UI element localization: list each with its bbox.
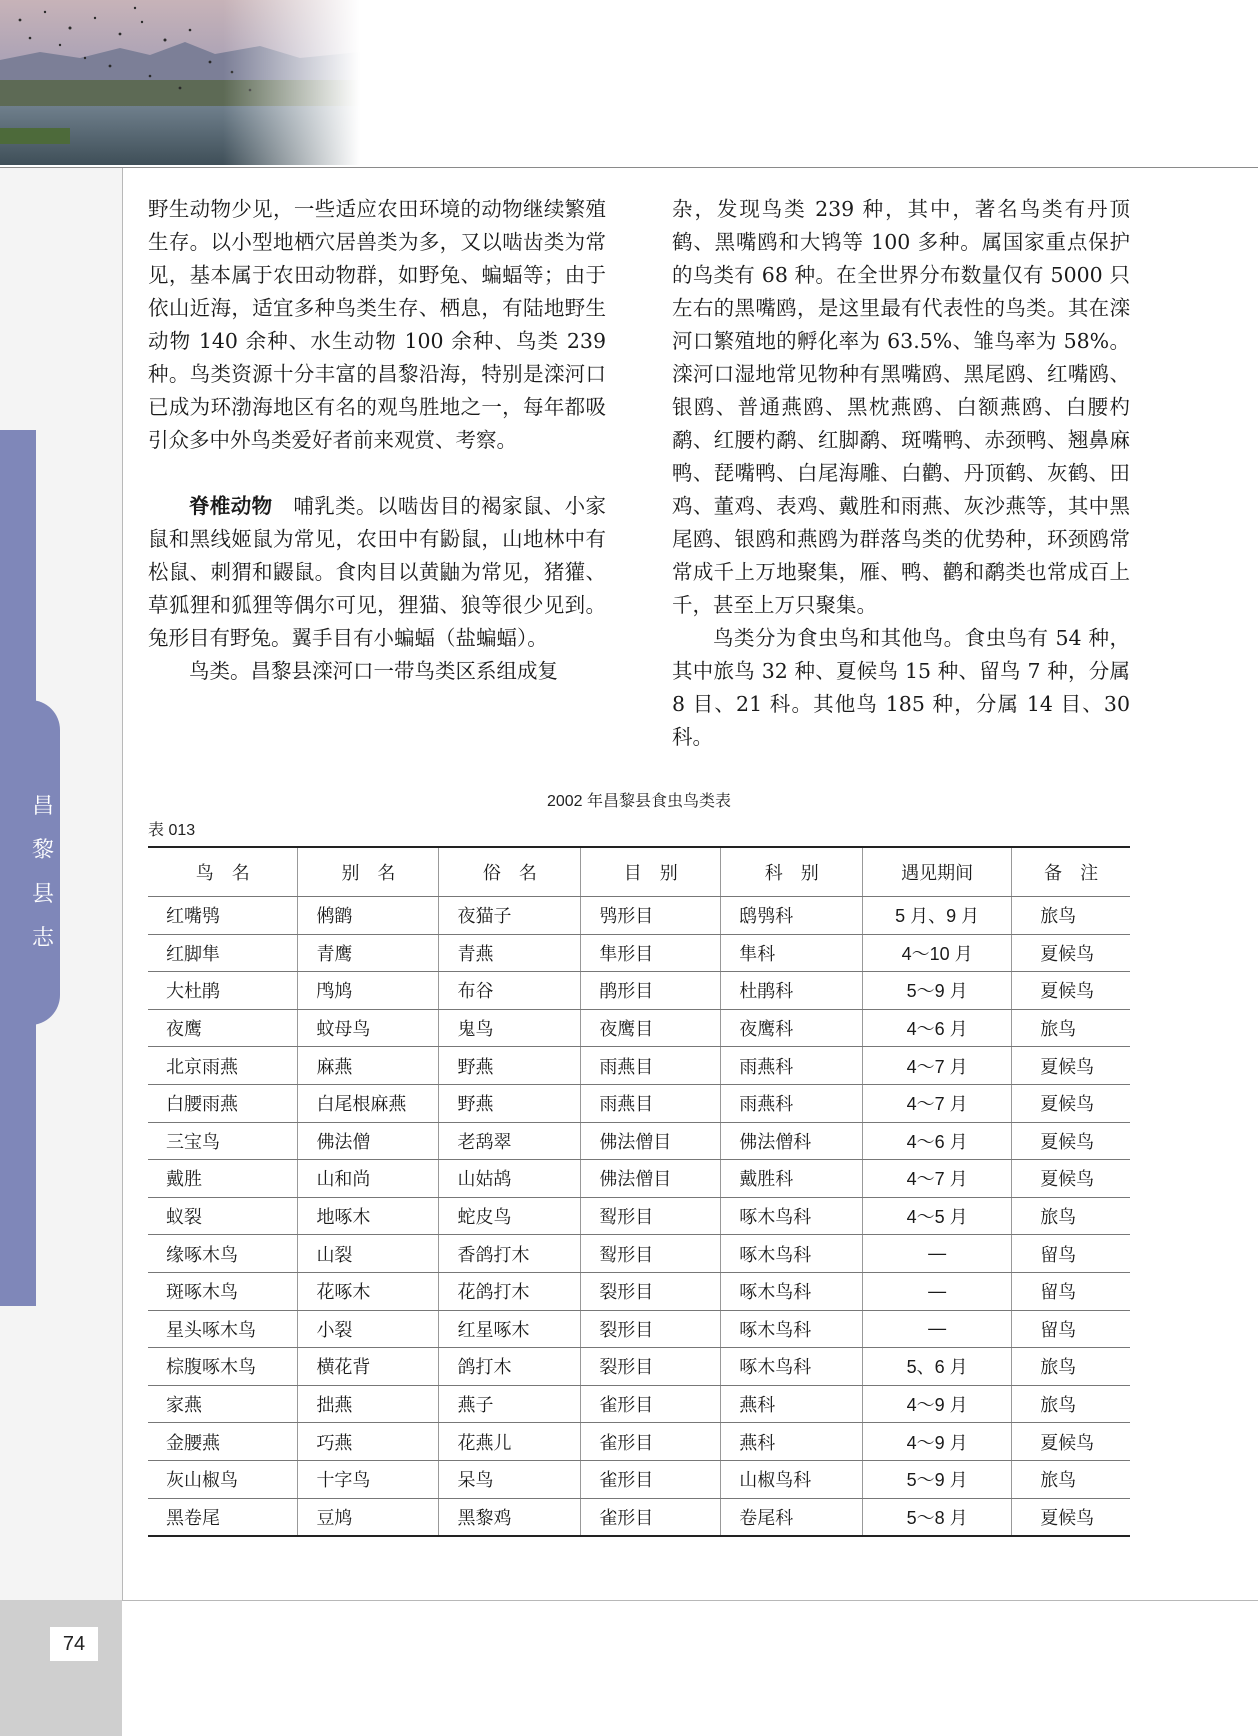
table-cell: —: [863, 1272, 1012, 1310]
table-cell: 老鸹翠: [439, 1122, 581, 1160]
side-title-char: 黎: [31, 838, 54, 863]
table-cell: 4～10 月: [863, 934, 1012, 972]
table-cell: 黑黎鸡: [439, 1498, 581, 1536]
table-cell: 黑卷尾: [148, 1498, 298, 1536]
table-cell: 佛法僧目: [581, 1160, 721, 1198]
table-cell: 裂形目: [581, 1272, 721, 1310]
table-cell: 夜鹰科: [721, 1009, 863, 1047]
table-cell: 雀形目: [581, 1498, 721, 1536]
table-row: [148, 1235, 1130, 1273]
table-row: [148, 897, 1130, 935]
table-cell: 鹃形目: [581, 972, 721, 1010]
table-cell: 5～9 月: [863, 1460, 1012, 1498]
table-cell: 5～8 月: [863, 1498, 1012, 1536]
table-cell: 拙燕: [298, 1385, 439, 1423]
table-row: [148, 1423, 1130, 1461]
table-cell: 佛法僧目: [581, 1122, 721, 1160]
table-cell: 白腰雨燕: [148, 1084, 298, 1122]
table-cell: 隼科: [721, 934, 863, 972]
table-cell: 夜猫子: [439, 897, 581, 935]
table-cell: 旅鸟: [1012, 897, 1130, 935]
table-cell: 花鸽打木: [439, 1272, 581, 1310]
table-cell: 4～7 月: [863, 1160, 1012, 1198]
table-cell: 呆鸟: [439, 1460, 581, 1498]
table-row: [148, 1310, 1130, 1348]
paragraph: 杂，发现鸟类 239 种，其中，著名鸟类有丹顶鹤、黑嘴鸥和大鸨等 100 多种。属国家重点保护的鸟类有 68 种。在全世界分布数量仅有 5000 只左右的黑嘴鸥，是这里最有代表性的鸟类。其在滦河口繁殖地的孵化率为 63.5%、雏鸟率为 58%。滦河口湿地常见物种有黑嘴鸥、黑尾鸥、红嘴鸥、银鸥、普通燕鸥、黑枕燕鸥、白额燕鸥、白腰杓鹬、红腰杓鹬、红脚鹬、斑嘴鸭、赤颈鸭、翘鼻麻鸭、琵嘴鸭、白尾海雕、白鹳、丹顶鹤、灰鹤、田鸡、董鸡、表鸡、戴胜和雨燕、灰沙燕等，其中黑尾鸥、银鸥和燕鸥为群落鸟类的优势种，环颈鸥常常成千上万地聚集，雁、鸭、鹳和鹬类也常成百上千，甚至上万只聚集。: [672, 197, 1130, 617]
table-row: [148, 1197, 1130, 1235]
table-cell: 留鸟: [1012, 1235, 1130, 1273]
table-cell: 麻燕: [298, 1047, 439, 1085]
table-cell: 雀形目: [581, 1460, 721, 1498]
table-cell: 缘啄木鸟: [148, 1235, 298, 1273]
table-cell: 山裂: [298, 1235, 439, 1273]
table-cell: 旅鸟: [1012, 1460, 1130, 1498]
column-header: 目 别: [581, 847, 721, 897]
table-cell: 山椒鸟科: [721, 1460, 863, 1498]
table-cell: 4～9 月: [863, 1423, 1012, 1461]
table-cell: 佛法僧科: [721, 1122, 863, 1160]
table-cell: 夏候鸟: [1012, 1498, 1130, 1536]
table-cell: 旅鸟: [1012, 1385, 1130, 1423]
table-cell: 雨燕科: [721, 1084, 863, 1122]
table-row: [148, 1084, 1130, 1122]
table-cell: 夜鹰: [148, 1009, 298, 1047]
table-cell: 旅鸟: [1012, 1009, 1130, 1047]
table-cell: 隼形目: [581, 934, 721, 972]
table-cell: 夏候鸟: [1012, 1122, 1130, 1160]
table-row: [148, 1272, 1130, 1310]
table-cell: 雀形目: [581, 1423, 721, 1461]
table-cell: 夏候鸟: [1012, 1423, 1130, 1461]
table-body: [148, 897, 1130, 1537]
wetland-photo: [0, 0, 360, 165]
table-cell: —: [863, 1310, 1012, 1348]
table-cell: 灰山椒鸟: [148, 1460, 298, 1498]
table-cell: 豆鸠: [298, 1498, 439, 1536]
table-row: [148, 1348, 1130, 1386]
table-cell: 地啄木: [298, 1197, 439, 1235]
table-cell: 鸽打木: [439, 1348, 581, 1386]
table-cell: 佛法僧: [298, 1122, 439, 1160]
table-code: 表 013: [148, 822, 196, 839]
table-cell: 4～6 月: [863, 1009, 1012, 1047]
table-cell: 留鸟: [1012, 1272, 1130, 1310]
column-header: 俗 名: [439, 847, 581, 897]
table-cell: 䴕形目: [581, 1235, 721, 1273]
table-cell: 燕子: [439, 1385, 581, 1423]
table-cell: 4～9 月: [863, 1385, 1012, 1423]
left-text-column: [148, 193, 606, 688]
column-header: 鸟 名: [148, 847, 298, 897]
side-title-char: 昌: [31, 794, 54, 819]
table-cell: 䴕形目: [581, 1197, 721, 1235]
table-cell: 卷尾科: [721, 1498, 863, 1536]
table-cell: 啄木鸟科: [721, 1310, 863, 1348]
table-cell: 啄木鸟科: [721, 1272, 863, 1310]
table-cell: 燕科: [721, 1423, 863, 1461]
table-cell: 山姑鸪: [439, 1160, 581, 1198]
table-cell: 啄木鸟科: [721, 1197, 863, 1235]
paragraph-text: 哺乳类。以啮齿目的褐家鼠、小家鼠和黑线姬鼠为常见，农田中有鼢鼠，山地林中有松鼠、刺猬和鼹鼠。食肉目以黄鼬为常见，猪獾、草狐狸和狐狸等偶尔可见，狸猫、狼等很少见到。兔形目有野兔。翼手目有小蝙蝠（盐蝙蝠）。: [148, 494, 607, 650]
table-cell: 棕腹啄木鸟: [148, 1348, 298, 1386]
table-cell: 留鸟: [1012, 1310, 1130, 1348]
table-cell: 4～7 月: [863, 1047, 1012, 1085]
table-row: [148, 1160, 1130, 1198]
table-row: [148, 1047, 1130, 1085]
table-row: [148, 1009, 1130, 1047]
table-cell: 夏候鸟: [1012, 972, 1130, 1010]
header-divider: [0, 167, 1258, 168]
table-cell: 红星啄木: [439, 1310, 581, 1348]
table-row: [148, 972, 1130, 1010]
table-cell: 5、6 月: [863, 1348, 1012, 1386]
table-cell: 5～9 月: [863, 972, 1012, 1010]
footer-rule: [122, 1600, 1258, 1601]
table-cell: 鸮形目: [581, 897, 721, 935]
table-cell: 青燕: [439, 934, 581, 972]
table-cell: 山和尚: [298, 1160, 439, 1198]
table-cell: 雨燕目: [581, 1047, 721, 1085]
table-caption: 2002 年昌黎县食虫鸟类表: [546, 793, 732, 810]
table-cell: 夜鹰目: [581, 1009, 721, 1047]
table-cell: 夏候鸟: [1012, 1047, 1130, 1085]
footer-band: [0, 1600, 122, 1736]
table-cell: 斑啄木鸟: [148, 1272, 298, 1310]
side-title-char: 志: [31, 926, 54, 951]
column-header: 科 别: [721, 847, 863, 897]
table-cell: 5 月、9 月: [863, 897, 1012, 935]
table-cell: 鸱鸮科: [721, 897, 863, 935]
table-cell: 啄木鸟科: [721, 1235, 863, 1273]
table-cell: 红嘴鸮: [148, 897, 298, 935]
column-header: 遇见期间: [863, 847, 1012, 897]
table-cell: 鬼鸟: [439, 1009, 581, 1047]
table-cell: 星头啄木鸟: [148, 1310, 298, 1348]
page-number: 74: [50, 1627, 98, 1661]
table-cell: 蚁裂: [148, 1197, 298, 1235]
table-cell: 雨燕目: [581, 1084, 721, 1122]
table-cell: —: [863, 1235, 1012, 1273]
table-cell: 北京雨燕: [148, 1047, 298, 1085]
side-book-title: [30, 785, 56, 961]
paragraph: [148, 490, 606, 655]
table-cell: 小裂: [298, 1310, 439, 1348]
table-cell: 夏候鸟: [1012, 1084, 1130, 1122]
table-cell: 旅鸟: [1012, 1348, 1130, 1386]
table-row: [148, 1460, 1130, 1498]
side-title-char: 县: [31, 882, 54, 907]
table-cell: 戴胜: [148, 1160, 298, 1198]
table-cell: 布谷: [439, 972, 581, 1010]
table-row: [148, 1498, 1130, 1536]
table-cell: 十字鸟: [298, 1460, 439, 1498]
table-row: [148, 1122, 1130, 1160]
table-cell: 夏候鸟: [1012, 1160, 1130, 1198]
table-cell: 雀形目: [581, 1385, 721, 1423]
table-cell: 野燕: [439, 1047, 581, 1085]
table-cell: 戴胜科: [721, 1160, 863, 1198]
table-cell: 4～5 月: [863, 1197, 1012, 1235]
table-cell: 花燕儿: [439, 1423, 581, 1461]
table-cell: 三宝鸟: [148, 1122, 298, 1160]
insectivorous-birds-table: [148, 846, 1130, 1537]
table-cell: 旅鸟: [1012, 1197, 1130, 1235]
table-cell: 雨燕科: [721, 1047, 863, 1085]
table-cell: 白尾根麻燕: [298, 1084, 439, 1122]
column-header: 别 名: [298, 847, 439, 897]
table-cell: 蚊母鸟: [298, 1009, 439, 1047]
table-cell: 鸤鸠: [298, 972, 439, 1010]
table-cell: 家燕: [148, 1385, 298, 1423]
column-header: 备 注: [1012, 847, 1130, 897]
table-cell: 香鸽打木: [439, 1235, 581, 1273]
table-cell: 杜鹃科: [721, 972, 863, 1010]
paragraph: 鸟类分为食虫鸟和其他鸟。食虫鸟有 54 种，其中旅鸟 32 种、夏候鸟 15 种、留鸟 7 种，分属 8 目、21 科。其他鸟 185 种，分属 14 目、30 科。: [672, 626, 1130, 749]
table-cell: 青鹰: [298, 934, 439, 972]
table-cell: 裂形目: [581, 1348, 721, 1386]
header-photo: [0, 0, 360, 165]
table-cell: 蛇皮鸟: [439, 1197, 581, 1235]
table-cell: 4～7 月: [863, 1084, 1012, 1122]
table-cell: 横花背: [298, 1348, 439, 1386]
table-cell: 夏候鸟: [1012, 934, 1130, 972]
paragraph: 野生动物少见，一些适应农田环境的动物继续繁殖生存。以小型地栖穴居兽类为多，又以啮齿类为常见，基本属于农田动物群，如野兔、蝙蝠等；由于依山近海，适宜多种鸟类生存、栖息，有陆地野生动物 140 余种、水生动物 100 余种、鸟类 239 种。鸟类资源十分丰富的昌黎沿海，特别是滦河口已成为环渤海地区有名的观鸟胜地之一，每年都吸引众多中外鸟类爱好者前来观赏、考察。: [148, 197, 606, 452]
table-cell: 鸺鹠: [298, 897, 439, 935]
table-cell: 大杜鹃: [148, 972, 298, 1010]
margin-rule: [122, 168, 123, 1600]
right-text-column: [672, 193, 1130, 754]
table-cell: 金腰燕: [148, 1423, 298, 1461]
paragraph: 鸟类。昌黎县滦河口一带鸟类区系组成复: [189, 659, 558, 683]
table-cell: 裂形目: [581, 1310, 721, 1348]
table-cell: 巧燕: [298, 1423, 439, 1461]
table-row: [148, 1385, 1130, 1423]
section-heading: 脊椎动物: [189, 494, 273, 518]
table-cell: 燕科: [721, 1385, 863, 1423]
table-cell: 4～6 月: [863, 1122, 1012, 1160]
table-header-row: [148, 847, 1130, 897]
table-row: [148, 934, 1130, 972]
table-cell: 花啄木: [298, 1272, 439, 1310]
table-cell: 野燕: [439, 1084, 581, 1122]
table-cell: 红脚隼: [148, 934, 298, 972]
table-cell: 啄木鸟科: [721, 1348, 863, 1386]
